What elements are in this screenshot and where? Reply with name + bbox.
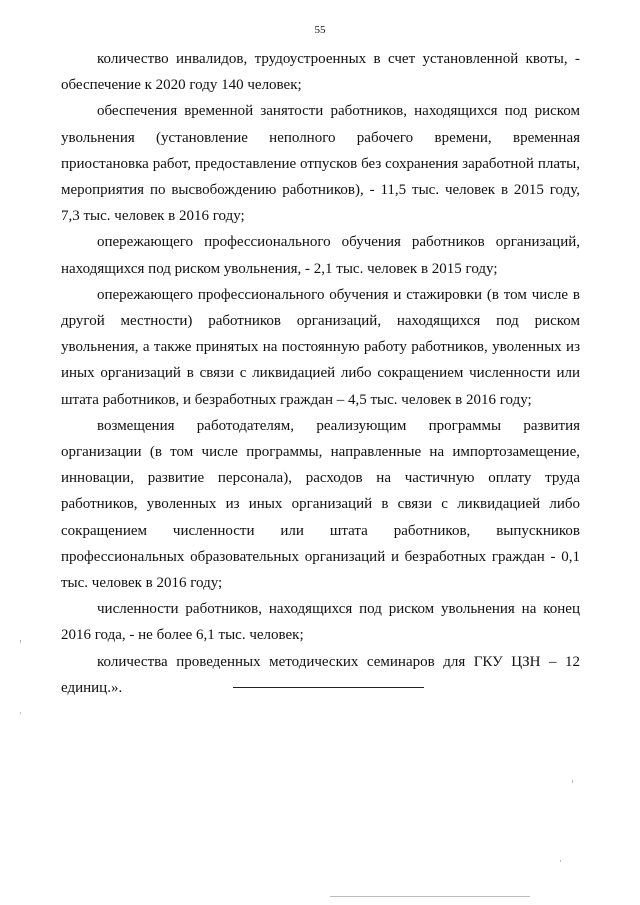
- scan-speck: [330, 896, 530, 897]
- paragraph: опережающего профессионального обучения работников организаций, находящихся под риском увольнения, - 2,1 тыс. человек в 2015 году;: [61, 234, 580, 277]
- paragraph: количества проведенных методических семинаров для ГКУ ЦЗН – 12 единиц.».: [61, 653, 580, 696]
- scan-speck: [20, 712, 21, 714]
- paragraph: возмещения работодателям, реализующим программы развития организации (в том числе программы, направленные на импортозамещение, инновации, развитие персонала), расходов на частичную оплату труда работников, уволенных из иных организаций в связи с ликвидацией либо сокращением численности или штата работников, выпускников профессиональных образовательных организаций и безработных граждан - 0,1 тыс. человек в 2016 году;: [61, 417, 580, 592]
- paragraph: численности работников, находящихся под риском увольнения на конец 2016 года, - не более 6,1 тыс. человек;: [61, 601, 580, 644]
- document-body: [61, 46, 580, 701]
- paragraph: опережающего профессионального обучения и стажировки (в том числе в другой местности) работников организаций, находящихся под риском увольнения, а также принятых на постоянную работу работников, уволенных из иных организаций в связи с ликвидацией либо сокращением численности или штата работников, и безработных граждан – 4,5 тыс. человек в 2016 году;: [61, 286, 580, 408]
- paragraph: обеспечения временной занятости работников, находящихся под риском увольнения (установление неполного рабочего времени, временная приостановка работ, предоставление отпусков без сохранения заработной платы, мероприятия по высвобождению работников), - 11,5 тыс. человек в 2015 году, 7,3 тыс. человек в 2016 году;: [61, 103, 580, 225]
- scan-speck: [560, 860, 561, 862]
- closing-rule: [233, 687, 424, 688]
- scan-speck: [572, 780, 573, 783]
- paragraph: количество инвалидов, трудоустроенных в счет установленной квоты, - обеспечение к 2020 году 140 человек;: [61, 51, 580, 94]
- page-number: 55: [314, 24, 326, 36]
- scan-speck: [20, 640, 21, 643]
